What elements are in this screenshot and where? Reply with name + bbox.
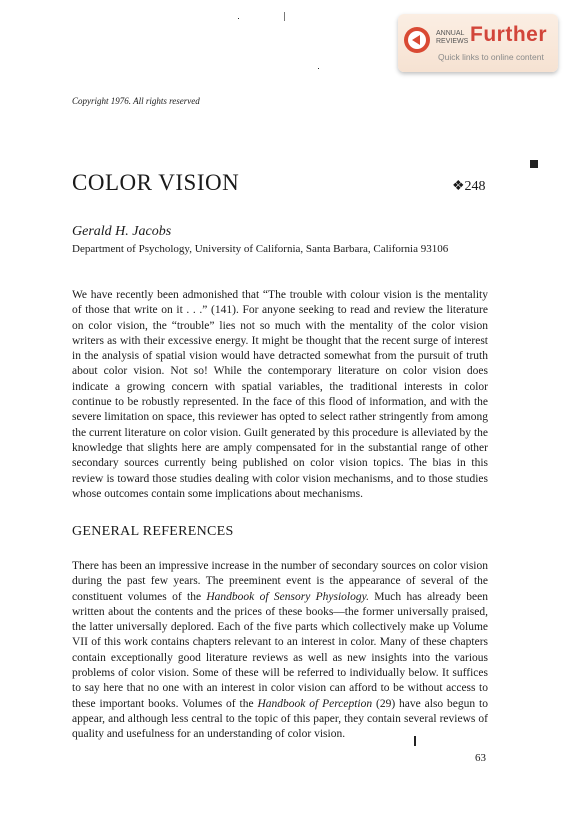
banner-further-text: Further [470,23,547,46]
author-affiliation: Department of Psychology, University of California, Santa Barbara, California 93106 [72,243,449,255]
scan-speck [238,18,239,19]
general-references-paragraph [72,559,488,743]
page-reference: ❖248 [452,179,486,194]
banner-reviews-text: REVIEWS [436,38,469,45]
banner-annual-text: ANNUAL [436,30,465,37]
scan-square-mark [530,160,538,168]
section-heading: GENERAL REFERENCES [72,524,234,539]
paragraph-text: There has been an impressive increase in the number of secondary sources on color vision during the past few years. The preeminent event is the appearance of several of the constituent volumes of the [72,560,488,603]
further-banner-link[interactable] [398,14,558,72]
paragraph-text: Much has already been written about the contents and the prices of these books—the former universally praised, the latter universally deplored. Each of the five parts which collectively make up Volume VII of this work contains chapters relevant to an interest in color. Many of these chapters contain exceptionally good literature reviews as well as new insights into the various problems of color vision. Some of these will be referred to individually below. It suffices to say here that no one with an interest in color vision can afford to be without access to these important books. Volumes of the [72,590,488,710]
paragraph-text: (29) have also begun to appear, and although less central to the topic of this paper, they contain several reviews of quality and usefulness for an understanding of color vision. [72,697,488,741]
banner-annual-reviews [436,30,469,46]
book-title-perception: Handbook of Perception [257,697,373,710]
scan-speck [318,68,319,69]
intro-paragraph: We have recently been admonished that “The trouble with colour vision is the mentality of those that write on it . . .” (141). For anyone seeking to read and review the literature on color vision, the “trouble” lies not so much with the mentality of the color vision writers as with their excessive energy. It might be thought that the recent surge of interest in the analysis of spatial vision would have detracted somewhat from the pursuit of truth about color vision. Not so! While the contemporary literature on color vision does indicate a growing concern with spatial variables, the traditional interests in color continue to be robustly represented. In the face of this flood of information, and with the severe limitation on space, this reviewer has opted to select rather stringently from among the current literature on color vision. Guilt generated by this procedure is alleviated by the knowledge that slights here are amply compensated for in the substantial range of other secondary sources currently being published on color vision topics. The bias in this review is toward those studies dealing with color vision mechanisms, and to those studies whose outcomes contain some implications about mechanisms. [72,289,488,500]
annual-reviews-logo-icon [404,27,430,53]
article-title: COLOR VISION [72,170,240,195]
banner-quick-links-text: Quick links to online content [438,52,544,62]
scan-tick-mark [284,12,285,21]
author-name: Gerald H. Jacobs [72,224,172,239]
page-number: 63 [475,752,486,764]
book-title-sensory-physiology: Handbook of Sensory Physiology. [206,590,369,603]
copyright-notice: Copyright 1976. All rights reserved [72,96,200,106]
